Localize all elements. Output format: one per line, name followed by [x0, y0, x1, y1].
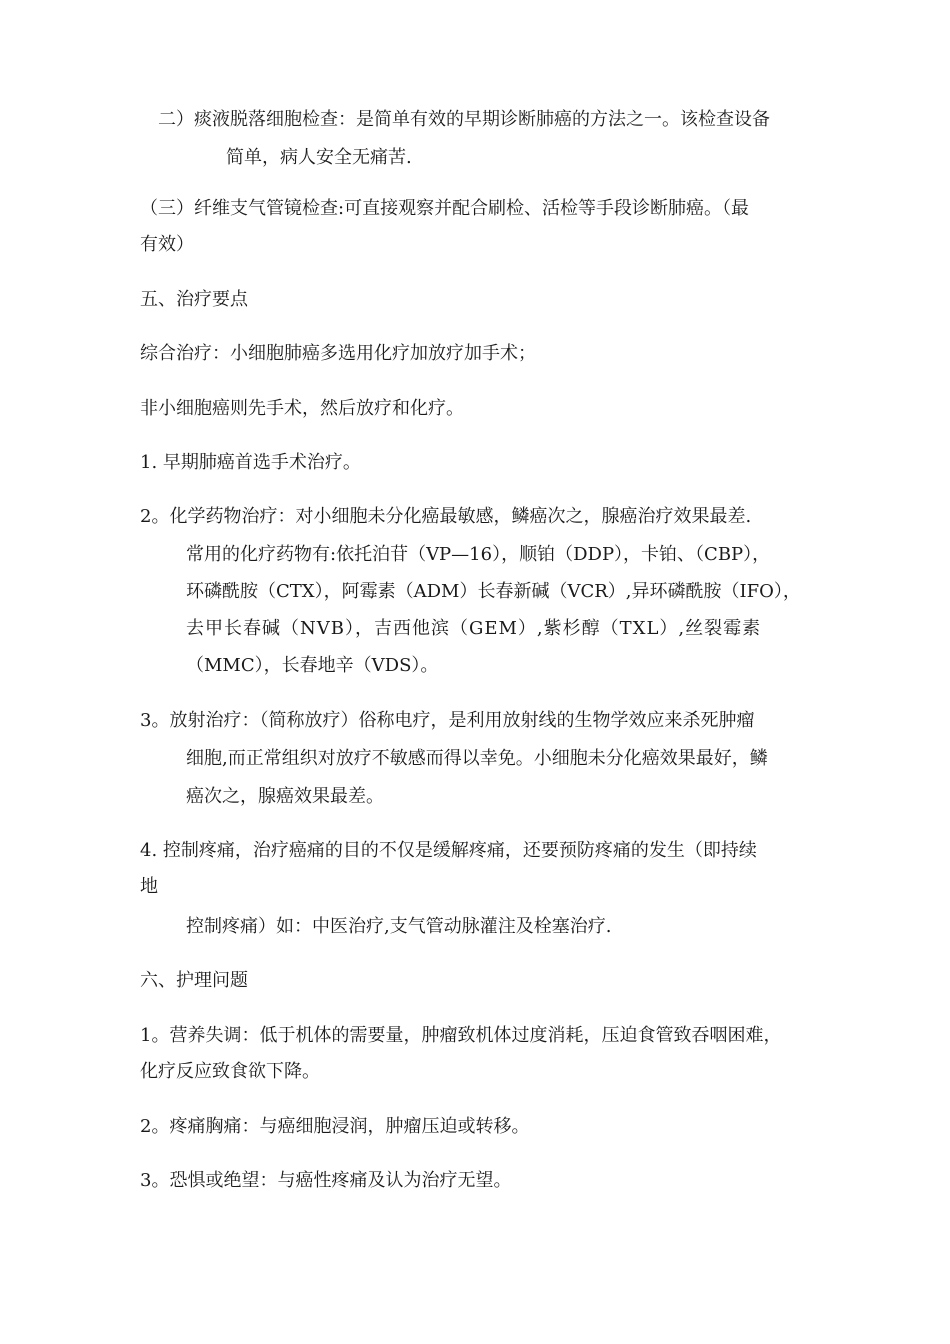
- list-item: 2。疼痛胸痛：与癌细胞浸润，肿瘤压迫或转移。: [140, 1116, 530, 1137]
- text-line: 综合治疗：小细胞肺癌多选用化疗加放疗加手术；: [140, 343, 536, 364]
- text-line: 控制疼痛）如：中医治疗,支气管动脉灌注及栓塞治疗.: [186, 916, 612, 937]
- text-line: （MMC），长春地辛（VDS）。: [186, 655, 439, 676]
- text-line: 非小细胞癌则先手术，然后放疗和化疗。: [140, 398, 464, 419]
- section-heading: 五、治疗要点: [140, 289, 248, 310]
- list-item: 2。化学药物治疗：对小细胞未分化癌最敏感，鳞癌次之，腺癌治疗效果最差.: [140, 506, 752, 527]
- list-item: 1。营养失调：低于机体的需要量，肿瘤致机体过度消耗，压迫食管致吞咽困难，: [140, 1025, 782, 1046]
- text-line: （三）纤维支气管镜检查:可直接观察并配合刷检、活检等手段诊断肺癌。（最: [140, 198, 750, 219]
- list-item: 3。放射治疗：（简称放疗）俗称电疗，是利用放射线的生物学效应来杀死肿瘤: [140, 710, 755, 731]
- text-line: 二）痰液脱落细胞检查：是简单有效的早期诊断肺癌的方法之一。该检查设备: [158, 109, 770, 130]
- text-line: 癌次之，腺癌效果最差。: [186, 786, 384, 807]
- text-line: 环磷酰胺（CTX），阿霉素（ADM）长春新碱（VCR）,异环磷酰胺（IFO），: [186, 581, 801, 602]
- text-line: 细胞,而正常组织对放疗不敏感而得以幸免。小细胞未分化癌效果最好，鳞: [186, 748, 768, 769]
- list-item: 4. 控制疼痛，治疗癌痛的目的不仅是缓解疼痛，还要预防疼痛的发生（即持续: [140, 840, 757, 861]
- list-item: 3。恐惧或绝望：与癌性疼痛及认为治疗无望。: [140, 1170, 512, 1191]
- text-line: 化疗反应致食欲下降。: [140, 1061, 320, 1082]
- text-line: 有效）: [140, 234, 194, 255]
- text-line: 地: [140, 876, 158, 897]
- text-line: 去甲长春碱（NVB），吉西他滨（GEM）,紫杉醇（TXL）,丝裂霉素: [186, 618, 762, 639]
- section-heading: 六、护理问题: [140, 970, 248, 991]
- text-line: 简单，病人安全无痛苦.: [226, 147, 412, 168]
- text-line: 常用的化疗药物有:依托泊苷（VP—16），顺铂（DDP），卡铂、（CBP），: [186, 544, 771, 565]
- list-item: 1. 早期肺癌首选手术治疗。: [140, 452, 361, 473]
